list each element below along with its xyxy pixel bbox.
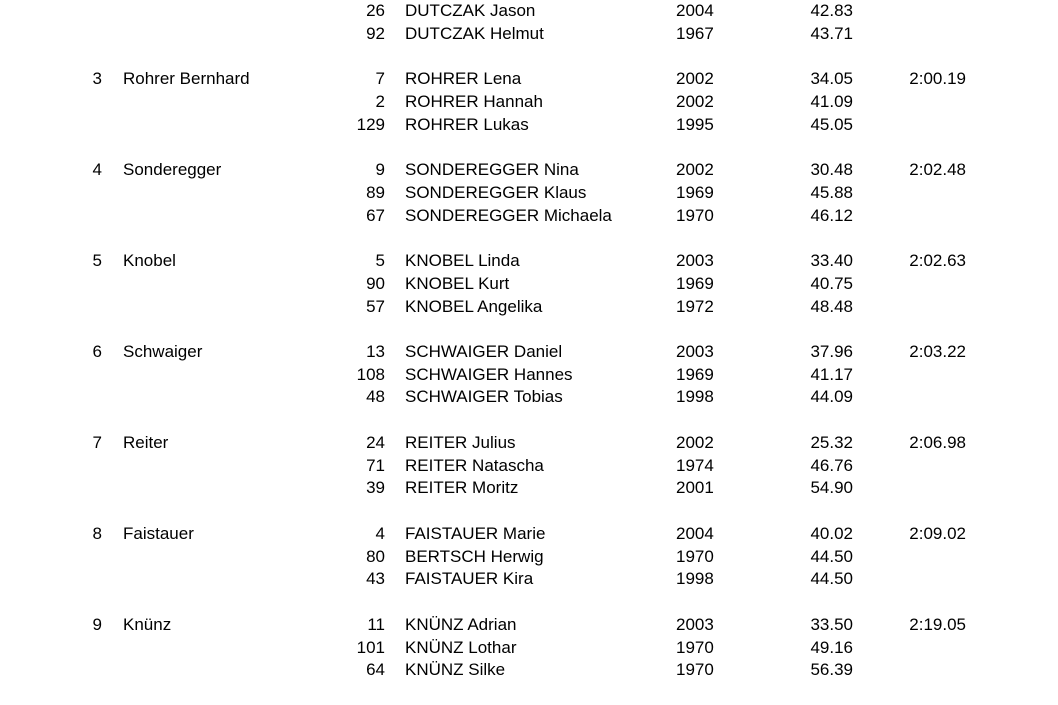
athlete-name: BERTSCH Herwig	[405, 546, 544, 566]
athlete-name: ROHRER Lukas	[405, 114, 529, 134]
athlete-name: REITER Natascha	[405, 455, 544, 475]
team-rank: 6	[92, 342, 102, 362]
bib-number: 4	[375, 524, 385, 544]
team-member-row	[0, 341, 1058, 364]
team-member-row	[0, 273, 1058, 296]
bib-number: 48	[366, 387, 385, 407]
bib-number: 5	[375, 251, 385, 271]
team-total-time: 2:00.19	[909, 69, 966, 89]
athlete-name: SCHWAIGER Tobias	[405, 387, 563, 407]
bib-number: 39	[366, 478, 385, 498]
run-time: 56.39	[810, 660, 853, 680]
athlete-name: SCHWAIGER Hannes	[405, 364, 573, 384]
run-time: 41.09	[810, 91, 853, 111]
birth-year: 1969	[676, 182, 714, 202]
birth-year: 2002	[676, 160, 714, 180]
team-member-row	[0, 250, 1058, 273]
bib-number: 129	[356, 114, 385, 134]
team-total-time: 2:02.48	[909, 160, 966, 180]
bib-number: 43	[366, 569, 385, 589]
birth-year: 1967	[676, 23, 714, 43]
team-group	[0, 159, 1058, 227]
birth-year: 1969	[676, 273, 714, 293]
athlete-name: SONDEREGGER Klaus	[405, 182, 587, 202]
bib-number: 67	[366, 205, 385, 225]
birth-year: 2004	[676, 524, 714, 544]
athlete-name: SONDEREGGER Michaela	[405, 205, 612, 225]
team-rank: 8	[92, 524, 102, 544]
team-name: Faistauer	[123, 524, 194, 544]
run-time: 40.75	[810, 273, 853, 293]
athlete-name: ROHRER Hannah	[405, 91, 543, 111]
team-total-time: 2:09.02	[909, 524, 966, 544]
team-member-row	[0, 205, 1058, 228]
birth-year: 1998	[676, 387, 714, 407]
run-time: 37.96	[810, 342, 853, 362]
run-time: 44.50	[810, 546, 853, 566]
run-time: 42.83	[810, 1, 853, 20]
bib-number: 24	[366, 433, 385, 453]
birth-year: 2003	[676, 251, 714, 271]
team-group	[0, 250, 1058, 318]
run-time: 49.16	[810, 637, 853, 657]
bib-number: 13	[366, 342, 385, 362]
athlete-name: KNÜNZ Silke	[405, 660, 506, 680]
team-name: Rohrer Bernhard	[123, 69, 250, 89]
birth-year: 1972	[676, 296, 714, 316]
team-member-row	[0, 546, 1058, 569]
athlete-name: FAISTAUER Kira	[405, 569, 534, 589]
run-time: 30.48	[810, 160, 853, 180]
run-time: 48.48	[810, 296, 853, 316]
bib-number: 71	[366, 455, 385, 475]
team-member-row	[0, 568, 1058, 591]
birth-year: 1995	[676, 114, 714, 134]
team-member-row	[0, 659, 1058, 682]
team-member-row	[0, 364, 1058, 387]
team-member-row	[0, 91, 1058, 114]
team-group	[0, 341, 1058, 409]
team-member-row	[0, 159, 1058, 182]
bib-number: 2	[375, 91, 385, 111]
athlete-name: KNOBEL Linda	[405, 251, 520, 271]
bib-number: 26	[366, 1, 385, 20]
run-time: 45.05	[810, 114, 853, 134]
birth-year: 1970	[676, 637, 714, 657]
team-name: Sonderegger	[123, 160, 222, 180]
birth-year: 2002	[676, 433, 714, 453]
team-total-time: 2:19.05	[909, 615, 966, 635]
team-member-row	[0, 386, 1058, 409]
athlete-name: DUTCZAK Helmut	[405, 23, 544, 43]
birth-year: 1998	[676, 569, 714, 589]
team-member-row	[0, 296, 1058, 319]
team-rank: 9	[92, 615, 102, 635]
team-rank: 4	[92, 160, 102, 180]
athlete-name: KNÜNZ Adrian	[405, 615, 517, 635]
birth-year: 1974	[676, 455, 714, 475]
team-member-row	[0, 523, 1058, 546]
team-group	[0, 0, 1058, 45]
bib-number: 108	[356, 364, 385, 384]
bib-number: 89	[366, 182, 385, 202]
run-time: 34.05	[810, 69, 853, 89]
run-time: 25.32	[810, 433, 853, 453]
run-time: 44.09	[810, 387, 853, 407]
athlete-name: FAISTAUER Marie	[405, 524, 546, 544]
run-time: 45.88	[810, 182, 853, 202]
team-member-row	[0, 182, 1058, 205]
team-group	[0, 432, 1058, 500]
team-rank: 3	[92, 69, 102, 89]
athlete-name: KNÜNZ Lothar	[405, 637, 517, 657]
team-member-row	[0, 477, 1058, 500]
bib-number: 92	[366, 23, 385, 43]
birth-year: 2003	[676, 615, 714, 635]
team-total-time: 2:03.22	[909, 342, 966, 362]
run-time: 33.50	[810, 615, 853, 635]
birth-year: 1970	[676, 660, 714, 680]
athlete-name: ROHRER Lena	[405, 69, 522, 89]
bib-number: 7	[375, 69, 385, 89]
run-time: 33.40	[810, 251, 853, 271]
team-name: Schwaiger	[123, 342, 203, 362]
run-time: 41.17	[810, 364, 853, 384]
birth-year: 1969	[676, 364, 714, 384]
athlete-name: REITER Moritz	[405, 478, 519, 498]
team-name: Reiter	[123, 433, 169, 453]
bib-number: 11	[367, 615, 385, 635]
athlete-name: SCHWAIGER Daniel	[405, 342, 563, 362]
team-rank: 5	[92, 251, 102, 271]
team-group	[0, 68, 1058, 136]
birth-year: 2003	[676, 342, 714, 362]
bib-number: 57	[366, 296, 385, 316]
team-group	[0, 523, 1058, 591]
bib-number: 64	[366, 660, 385, 680]
team-group	[0, 614, 1058, 682]
run-time: 54.90	[810, 478, 853, 498]
athlete-name: REITER Julius	[405, 433, 516, 453]
run-time: 46.12	[810, 205, 853, 225]
birth-year: 2002	[676, 69, 714, 89]
team-total-time: 2:06.98	[909, 433, 966, 453]
team-name: Knünz	[123, 615, 172, 635]
athlete-name: KNOBEL Angelika	[405, 296, 543, 316]
athlete-name: KNOBEL Kurt	[405, 273, 510, 293]
bib-number: 80	[366, 546, 385, 566]
team-name: Knobel	[123, 251, 176, 271]
athlete-name: DUTCZAK Jason	[405, 1, 536, 20]
athlete-name: SONDEREGGER Nina	[405, 160, 579, 180]
team-member-row	[0, 614, 1058, 637]
run-time: 46.76	[810, 455, 853, 475]
team-member-row	[0, 23, 1058, 46]
team-total-time: 2:02.63	[909, 251, 966, 271]
bib-number: 9	[375, 160, 385, 180]
team-member-row	[0, 0, 1058, 23]
birth-year: 1970	[676, 546, 714, 566]
team-member-row	[0, 455, 1058, 478]
birth-year: 1970	[676, 205, 714, 225]
team-member-row	[0, 432, 1058, 455]
birth-year: 2001	[676, 478, 714, 498]
run-time: 44.50	[810, 569, 853, 589]
team-member-row	[0, 637, 1058, 660]
run-time: 43.71	[810, 23, 853, 43]
run-time: 40.02	[810, 524, 853, 544]
team-member-row	[0, 68, 1058, 91]
birth-year: 2004	[676, 1, 714, 20]
bib-number: 90	[366, 273, 385, 293]
birth-year: 2002	[676, 91, 714, 111]
team-member-row	[0, 114, 1058, 137]
bib-number: 101	[356, 637, 385, 657]
team-rank: 7	[92, 433, 102, 453]
